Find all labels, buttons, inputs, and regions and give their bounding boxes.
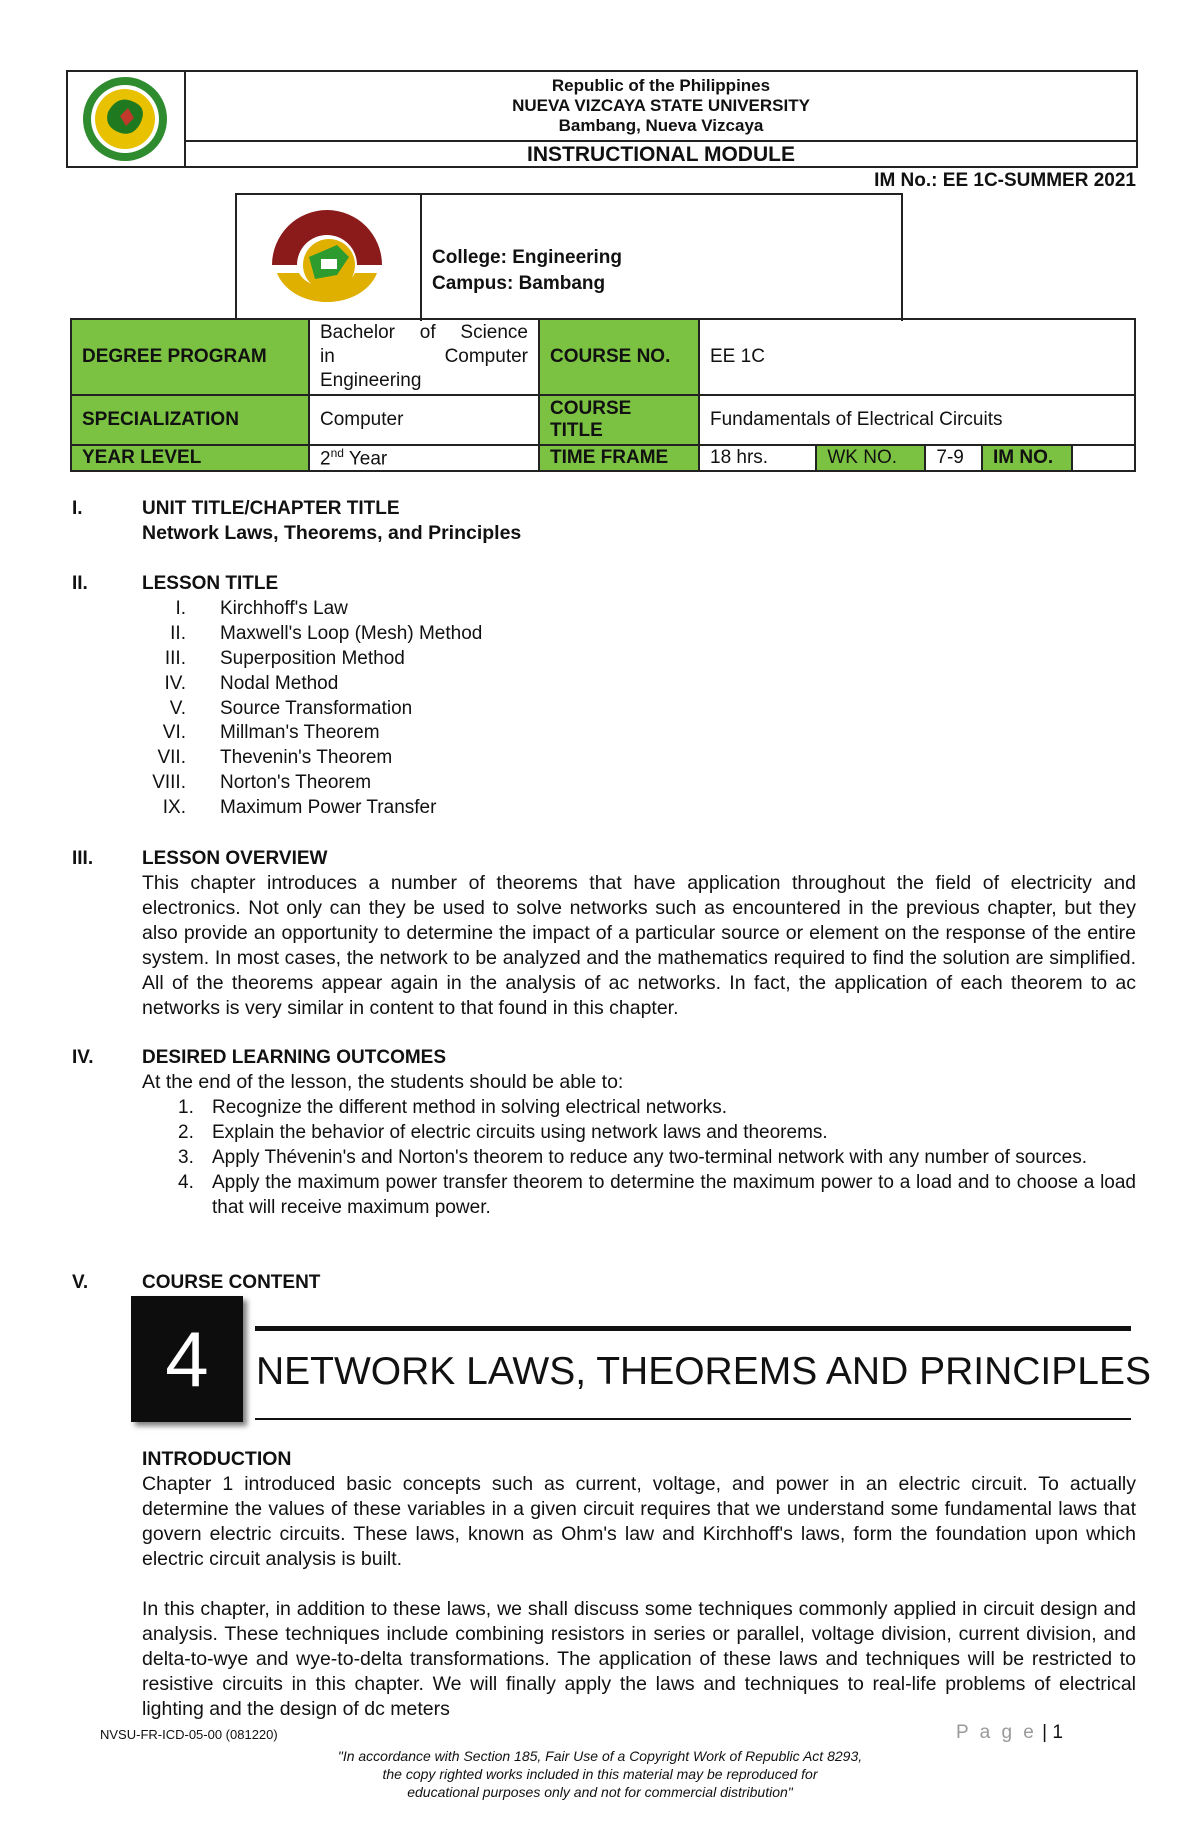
- time-frame-label: TIME FRAME: [539, 445, 699, 471]
- year-level-value: 2nd Year: [309, 445, 539, 471]
- chapter-title: NETWORK LAWS, THEOREMS AND PRINCIPLES: [256, 1350, 1151, 1393]
- overview-paragraph: This chapter introduces a number of theorems that have application throughout the field of electricity and electronics. Not only can they be used to solve networks such as encountered in the previous chapter, but they also provide an opportunity to determine the impact of a particular source or element on the response of the entire system. In most cases, the network to be analyzed and the mathematics required to find the solution are simplified. All of the theorems appear again in the analysis of ac networks. In fact, the application of each theorem to ac networks is very similar in content to that found in this chapter.: [142, 872, 1136, 1019]
- section-number: IV.: [72, 1047, 94, 1068]
- chapter-number: 4: [131, 1296, 243, 1422]
- course-no-value: EE 1C: [699, 319, 1135, 395]
- module-title: INSTRUCTIONAL MODULE: [527, 143, 795, 166]
- wk-no-label: WK NO.: [816, 445, 925, 471]
- college-text: [432, 245, 622, 297]
- section-title: COURSE CONTENT: [142, 1272, 321, 1293]
- chapter-rule-bottom: [255, 1418, 1131, 1420]
- section-number: II.: [72, 573, 88, 594]
- degree-program-value: Bachelor of Science in Computer Engineering: [309, 319, 539, 395]
- header-box: [66, 70, 1138, 168]
- im-no-value: [1072, 445, 1135, 471]
- introduction-heading: INTRODUCTION: [142, 1448, 292, 1470]
- section-title: UNIT TITLE/CHAPTER TITLE: [142, 498, 400, 519]
- degree-program-label: DEGREE PROGRAM: [71, 319, 309, 395]
- university-location: Bambang, Nueva Vizcaya: [558, 116, 764, 135]
- year-level-label: YEAR LEVEL: [71, 445, 309, 471]
- form-code: NVSU-FR-ICD-05-00 (081220): [100, 1727, 278, 1742]
- outcomes-intro: At the end of the lesson, the students should be able to:: [142, 1071, 624, 1093]
- university-seal-icon: [68, 72, 182, 166]
- chapter-rule-top: [255, 1326, 1131, 1331]
- program-table: [70, 318, 1136, 472]
- list-item: 1. Recognize the different method in solving electrical networks.: [178, 1097, 728, 1118]
- college-name: College: Engineering: [432, 247, 623, 268]
- im-no-label: IM NO.: [982, 445, 1072, 471]
- course-no-label: COURSE NO.: [539, 319, 699, 395]
- introduction-paragraph-1: Chapter 1 introduced basic concepts such as current, voltage, and power in an electric circuit. To actually determine the values of these variables in a given circuit requires that we understand some fundamental laws that govern electric circuits. These laws, known as Ohm's law and Kirchhoff's laws, form the foundation upon which electric circuit analysis is built.: [142, 1473, 1136, 1570]
- university-name: NUEVA VIZCAYA STATE UNIVERSITY: [512, 96, 810, 115]
- engineering-logo-icon: [237, 195, 417, 319]
- introduction-paragraph-2: In this chapter, in addition to these laws, we shall discuss some techniques commonly applied in circuit design and analysis. These techniques include combining resistors in series or parallel, voltage division, current division, and delta-to-wye and wye-to-delta transformations. The application of these laws and techniques will be restricted to resistive circuits in this chapter. We will finally apply the laws and techniques to real-life problems of electrical lighting and the design of dc meters: [142, 1598, 1136, 1720]
- university-seal-cell: [68, 72, 186, 168]
- section-title: LESSON TITLE: [142, 573, 279, 594]
- list-item: 4. Apply the maximum power transfer theorem to determine the maximum power to a load and to choose a load that will receive maximum power.: [178, 1172, 1136, 1218]
- section-title: DESIRED LEARNING OUTCOMES: [142, 1047, 447, 1068]
- unit-subtitle: Network Laws, Theorems, and Principles: [142, 522, 522, 544]
- time-frame-value: 18 hrs.: [699, 445, 816, 471]
- section-number: V.: [72, 1272, 89, 1293]
- list-item: 3. Apply Thévenin's and Norton's theorem to reduce any two-terminal network with any number of sources.: [178, 1147, 1088, 1168]
- list-item: 2. Explain the behavior of electric circuits using network laws and theorems.: [178, 1122, 828, 1143]
- header-text: [186, 72, 1136, 142]
- college-box: [235, 193, 903, 321]
- section-number: I.: [72, 498, 83, 519]
- specialization-label: SPECIALIZATION: [71, 395, 309, 445]
- campus-name: Campus: Bambang: [432, 273, 606, 294]
- specialization-value: Computer: [309, 395, 539, 445]
- im-number: IM No.: EE 1C-SUMMER 2021: [874, 170, 1136, 191]
- section-title: LESSON OVERVIEW: [142, 848, 328, 869]
- wk-no-value: 7-9: [925, 445, 982, 471]
- course-title-label: COURSE TITLE: [539, 395, 699, 445]
- copyright-note: "In accordance with Section 185, Fair Use of a Copyright Work of Republic Act 8293, the copy righted works included in this material may be reproduced for educational purposes only and not for commercial distribution": [337, 1748, 863, 1800]
- page-number: P a g e | 1: [956, 1722, 1063, 1743]
- course-title-value: Fundamentals of Electrical Circuits: [699, 395, 1135, 445]
- republic-line: Republic of the Philippines: [551, 76, 771, 95]
- section-number: III.: [72, 848, 94, 869]
- college-logo-cell: [237, 195, 422, 321]
- outcomes-list: [142, 1095, 1136, 1220]
